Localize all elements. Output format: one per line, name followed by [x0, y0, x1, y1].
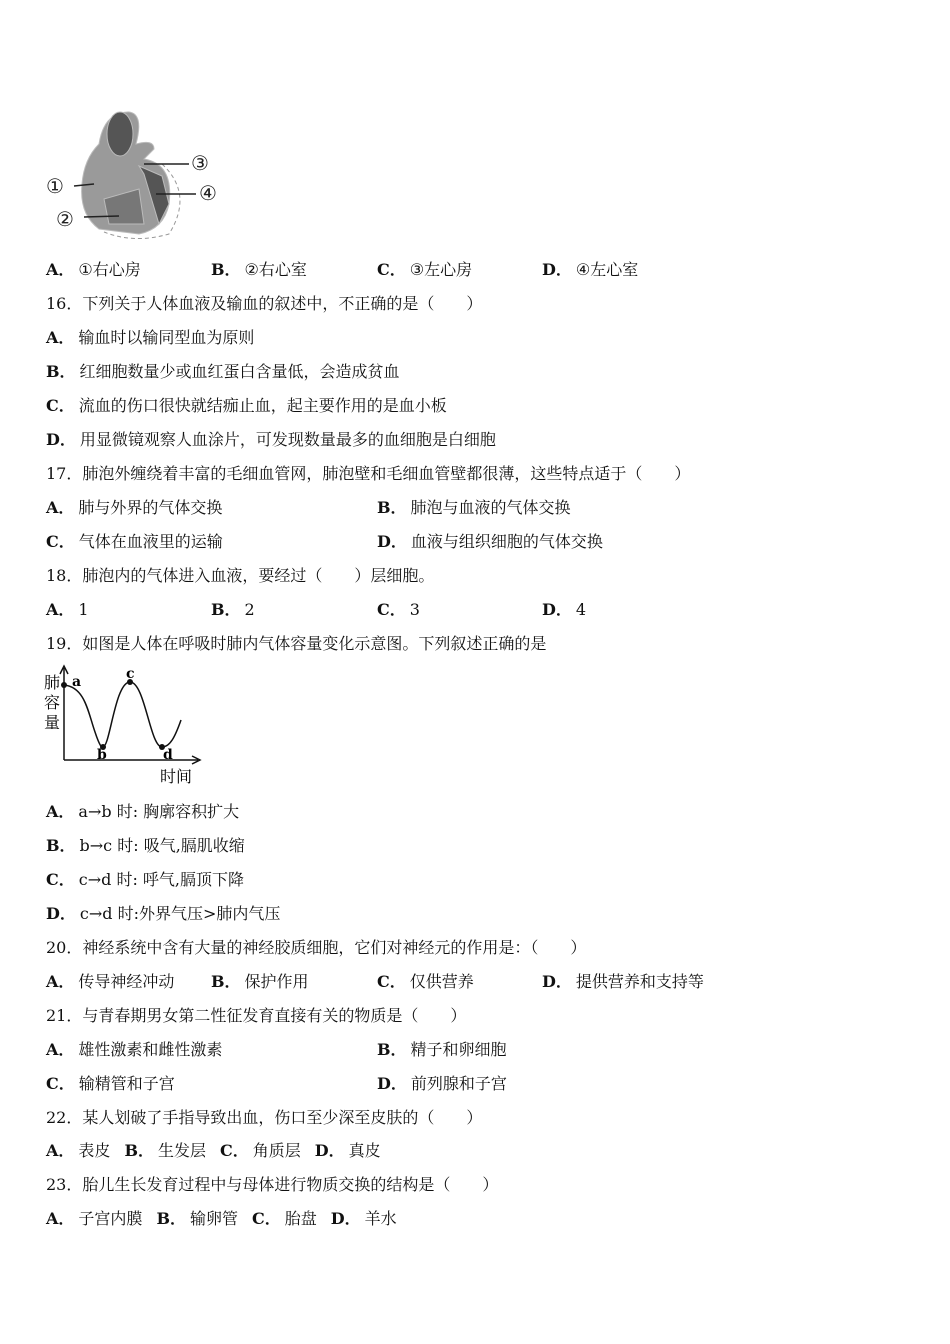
option-text: 提供营养和支持等 [575, 972, 704, 991]
option-letter: C． [46, 1074, 75, 1093]
option-letter: C． [219, 1141, 249, 1160]
option-text: 表皮 [78, 1141, 111, 1160]
question-stem-q23: 23．胎儿生长发育过程中与母体进行物质交换的结构是（ ） [46, 1175, 499, 1194]
option-q21-d [377, 1074, 507, 1094]
option-text: 胎盘 [284, 1209, 317, 1228]
ylabel-1: 肺 [44, 673, 61, 692]
option-q23-d [331, 1209, 397, 1228]
option-q22-d [315, 1141, 381, 1160]
option-text: 2 [244, 600, 255, 619]
option-letter: C． [377, 972, 406, 991]
option-letter: D． [542, 972, 572, 991]
option-letter: A． [46, 260, 75, 279]
option-letter: A． [46, 328, 75, 347]
option-letter: D． [542, 600, 572, 619]
option-text: 流血的伤口很快就结痂止血，起主要作用的是血小板 [78, 396, 447, 415]
option-letter: A． [46, 1209, 75, 1228]
question-stem-q16: 16．下列关于人体血液及输血的叙述中，不正确的是（ ） [46, 294, 483, 313]
option-letter: D． [377, 532, 407, 551]
option-text: ①右心房 [78, 260, 141, 279]
option-text: 仅供营养 [409, 972, 474, 991]
option-letter: D． [542, 260, 572, 279]
option-q18-a [46, 600, 89, 620]
option-q16-a [46, 328, 254, 348]
option-q15-c [377, 260, 472, 280]
option-q19-d [46, 904, 280, 924]
option-text: ②右心室 [244, 260, 307, 279]
option-text: ④左心室 [575, 260, 639, 279]
option-q20-c [377, 972, 474, 992]
option-q17-c [46, 532, 223, 552]
option-q18-d [542, 600, 586, 620]
option-letter: A． [46, 600, 75, 619]
option-letter: A． [46, 802, 75, 821]
heart-diagram [44, 104, 234, 244]
heart-label-1: ① [46, 174, 64, 198]
label-c: c [126, 666, 135, 682]
option-letter: B． [211, 260, 241, 279]
option-q17-a [46, 498, 222, 518]
option-q21-b [377, 1040, 507, 1060]
question-stem-q17: 17．肺泡外缠绕着丰富的毛细血管网，肺泡壁和毛细血管壁都很薄，这些特点适于（ ） [46, 464, 691, 483]
option-text: c→d 时: 呼气,膈顶下降 [78, 870, 245, 889]
heart-label-4: ④ [199, 181, 217, 205]
lung-volume-chart [40, 662, 240, 790]
option-letter: B． [211, 972, 241, 991]
option-letter: B． [377, 1040, 407, 1059]
option-text: 传导神经冲动 [78, 972, 175, 991]
option-letter: B． [46, 836, 76, 855]
option-q18-c [377, 600, 420, 620]
option-letter: D． [46, 904, 76, 923]
option-text: 1 [78, 600, 89, 619]
options-q23 [46, 1209, 411, 1229]
option-q16-d [46, 430, 496, 450]
option-text: 真皮 [348, 1141, 381, 1160]
option-q23-b [156, 1209, 238, 1228]
option-q15-b [211, 260, 307, 280]
option-letter: A． [46, 972, 75, 991]
option-letter: C． [46, 532, 75, 551]
option-text: 精子和卵细胞 [410, 1040, 507, 1059]
option-q17-b [377, 498, 571, 518]
option-letter: B． [211, 600, 241, 619]
option-text: 角质层 [252, 1141, 301, 1160]
heart-label-2: ② [56, 207, 74, 231]
option-letter: A． [46, 1040, 75, 1059]
option-text: 气体在血液里的运输 [78, 532, 223, 551]
option-letter: D． [377, 1074, 407, 1093]
option-q21-c [46, 1074, 175, 1094]
option-letter: D． [330, 1209, 361, 1228]
option-text: 输卵管 [189, 1209, 238, 1228]
option-q16-c [46, 396, 447, 416]
option-q18-b [211, 600, 255, 620]
option-letter: B． [156, 1209, 186, 1228]
option-text: 肺与外界的气体交换 [78, 498, 223, 517]
point-a [61, 682, 67, 688]
option-text: c→d 时:外界气压>肺内气压 [79, 904, 281, 923]
option-q19-b [46, 836, 245, 856]
option-q19-c [46, 870, 244, 890]
option-letter: B． [46, 362, 76, 381]
option-letter: A． [46, 498, 75, 517]
label-d: d [163, 747, 173, 763]
question-stem-q21: 21．与青春期男女第二性征发育直接有关的物质是（ ） [46, 1006, 467, 1025]
option-text: 生发层 [157, 1141, 206, 1160]
option-text: 肺泡与血液的气体交换 [410, 498, 571, 517]
option-letter: C． [377, 600, 406, 619]
ylabel-2: 容 [44, 693, 61, 712]
option-q16-b [46, 362, 400, 382]
option-text: 雄性激素和雌性激素 [78, 1040, 223, 1059]
option-letter: D． [46, 430, 76, 449]
option-q20-a [46, 972, 174, 992]
option-q19-a [46, 802, 239, 822]
volume-curve [64, 682, 181, 747]
option-q20-d [542, 972, 704, 992]
xlabel: 时间 [160, 767, 193, 786]
option-letter: D． [314, 1141, 345, 1160]
option-letter: A． [46, 1141, 75, 1160]
question-stem-q20: 20．神经系统中含有大量的神经胶质细胞，它们对神经元的作用是：（ ） [46, 938, 587, 957]
option-text: ③左心房 [409, 260, 473, 279]
question-stem-q18: 18．肺泡内的气体进入血液，要经过（ ）层细胞。 [46, 566, 435, 585]
option-letter: C． [46, 396, 75, 415]
option-q21-a [46, 1040, 222, 1060]
option-text: 输血时以输同型血为原则 [78, 328, 255, 347]
option-text: 3 [409, 600, 420, 619]
option-q23-c [252, 1209, 317, 1228]
option-letter: C． [46, 870, 75, 889]
options-q22 [46, 1141, 395, 1161]
option-text: 4 [575, 600, 587, 619]
option-text: 血液与组织细胞的气体交换 [410, 532, 603, 551]
option-q15-a [46, 260, 141, 280]
option-q22-a [46, 1141, 110, 1160]
option-text: 保护作用 [244, 972, 309, 991]
option-text: 前列腺和子宫 [410, 1074, 507, 1093]
label-a: a [72, 674, 82, 690]
heart-label-3: ③ [191, 151, 209, 175]
option-q20-b [211, 972, 309, 992]
option-q22-b [124, 1141, 206, 1160]
option-letter: B． [124, 1141, 154, 1160]
option-q17-d [377, 532, 603, 552]
option-q23-a [46, 1209, 142, 1228]
option-text: a→b 时: 胸廓容积扩大 [78, 802, 240, 821]
option-text: b→c 时: 吸气,膈肌收缩 [79, 836, 245, 855]
question-stem-q19: 19．如图是人体在呼吸时肺内气体容量变化示意图。下列叙述正确的是 [46, 634, 547, 653]
option-text: 输精管和子宫 [78, 1074, 175, 1093]
option-q15-d [542, 260, 638, 280]
label-b: b [97, 747, 107, 763]
ylabel-3: 量 [44, 713, 61, 732]
question-stem-q22: 22．某人划破了手指导致出血，伤口至少深至皮肤的（ ） [46, 1108, 483, 1127]
option-text: 子宫内膜 [78, 1209, 143, 1228]
option-text: 用显微镜观察人血涂片，可发现数量最多的血细胞是白细胞 [79, 430, 496, 449]
option-q22-c [220, 1141, 301, 1160]
option-text: 红细胞数量少或血红蛋白含量低，会造成贫血 [79, 362, 400, 381]
option-text: 羊水 [364, 1209, 397, 1228]
option-letter: C． [251, 1209, 281, 1228]
option-letter: B． [377, 498, 407, 517]
option-letter: C． [377, 260, 406, 279]
